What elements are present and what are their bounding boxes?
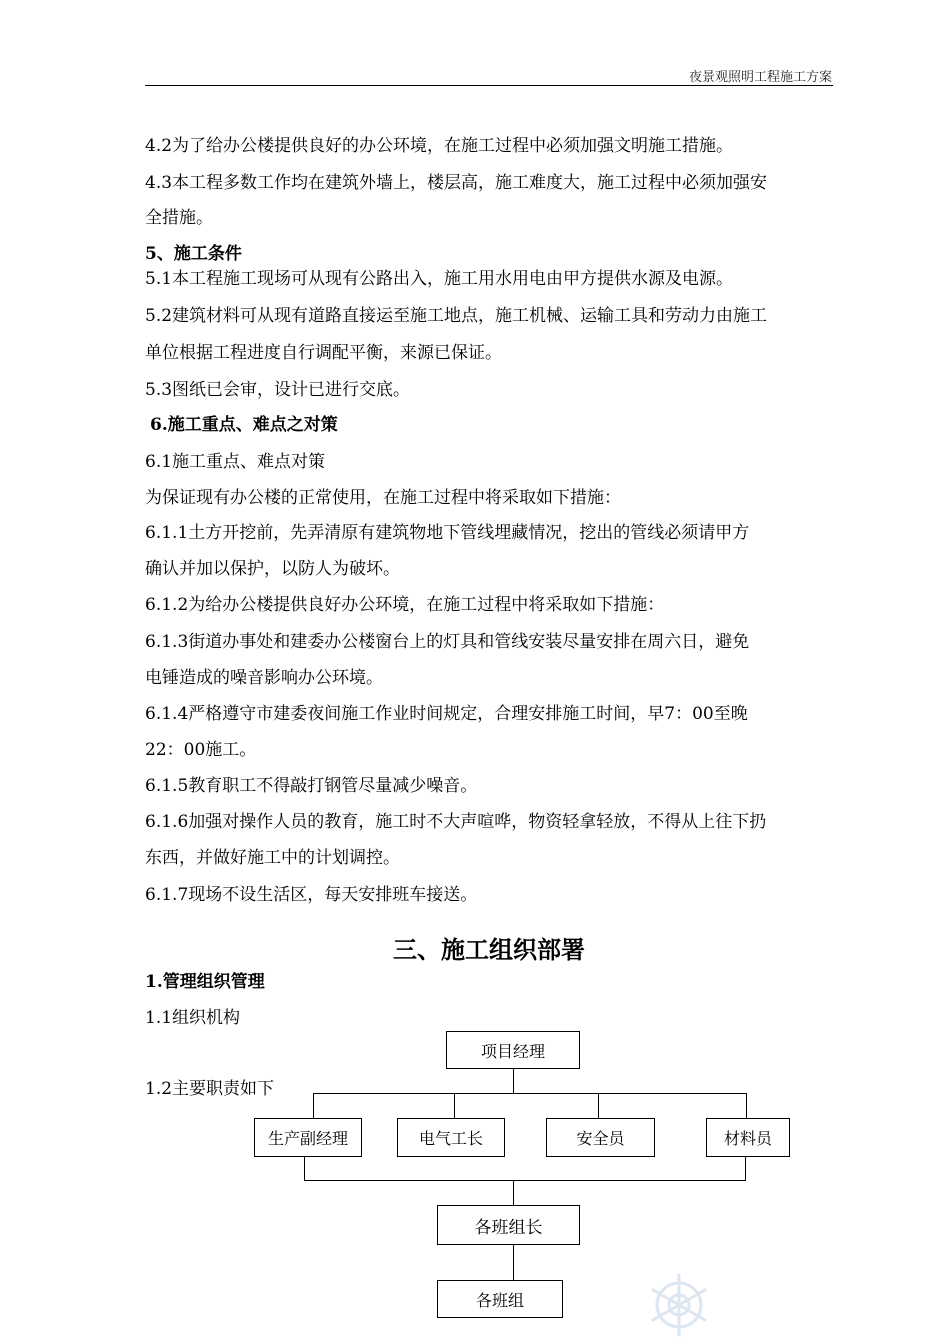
section-heading: 5、施工条件 <box>145 244 242 264</box>
org-connector <box>313 1093 747 1094</box>
body-line: 4.2为了给办公楼提供良好的办公环境，在施工过程中必须加强文明施工措施。 <box>145 136 734 156</box>
body-line: 6.1.4严格遵守市建委夜间施工作业时间规定，合理安排施工时间，早7：00至晚 <box>145 704 748 724</box>
subsection-item: 1.1组织机构 <box>145 1008 241 1028</box>
org-connector <box>454 1093 455 1118</box>
body-line: 6.1施工重点、难点对策 <box>145 452 326 472</box>
page-header-title: 夜景观照明工程施工方案 <box>688 70 832 85</box>
snowflake-watermark-icon <box>644 1270 714 1340</box>
org-connector <box>313 1093 314 1118</box>
body-line: 单位根据工程进度自行调配平衡，来源已保证。 <box>145 343 502 363</box>
org-connector <box>304 1180 746 1181</box>
section-title: 三、施工组织部署 <box>393 935 585 964</box>
body-line: 为保证现有办公楼的正常使用，在施工过程中将采取如下措施： <box>145 488 621 508</box>
body-line: 6.1.2为给办公楼提供良好办公环境，在施工过程中将采取如下措施： <box>145 595 665 615</box>
org-box-team-leaders: 各班组长 <box>437 1205 580 1245</box>
org-box-safety-officer: 安全员 <box>546 1118 655 1157</box>
org-box-production-deputy: 生产副经理 <box>254 1118 362 1157</box>
body-line: 6.1.7现场不设生活区，每天安排班车接送。 <box>145 885 478 905</box>
org-connector <box>513 1180 514 1206</box>
org-connector <box>746 1093 747 1118</box>
body-line: 5.2建筑材料可从现有道路直接运至施工地点，施工机械、运输工具和劳动力由施工 <box>145 306 768 326</box>
body-line: 6.1.5教育职工不得敲打钢管尽量减少噪音。 <box>145 776 478 796</box>
org-box-project-manager: 项目经理 <box>446 1031 580 1069</box>
body-line: 电锤造成的噪音影响办公环境。 <box>145 668 383 688</box>
org-box-materials-clerk: 材料员 <box>706 1118 790 1157</box>
org-connector <box>513 1068 514 1094</box>
body-line: 全措施。 <box>145 208 213 228</box>
body-line: 确认并加以保护，以防人为破坏。 <box>145 559 400 579</box>
body-line: 22：00施工。 <box>145 740 257 760</box>
header-rule <box>145 85 833 86</box>
org-connector <box>598 1093 599 1118</box>
body-line: 6.1.1土方开挖前，先弄清原有建筑物地下管线埋藏情况，挖出的管线必须请甲方 <box>145 523 750 543</box>
body-line: 6.1.3街道办事处和建委办公楼窗台上的灯具和管线安装尽量安排在周六日，避免 <box>145 632 750 652</box>
body-line: 5.3图纸已会审，设计已进行交底。 <box>145 380 411 400</box>
org-box-electrical-foreman: 电气工长 <box>397 1118 505 1157</box>
body-line: 6.1.6加强对操作人员的教育，施工时不大声喧哗，物资轻拿轻放，不得从上往下扔 <box>145 812 767 832</box>
subsection-item: 1.2主要职责如下 <box>145 1079 275 1099</box>
org-connector <box>304 1156 305 1181</box>
body-line: 5.1本工程施工现场可从现有公路出入，施工用水用电由甲方提供水源及电源。 <box>145 269 734 289</box>
org-connector <box>745 1156 746 1181</box>
org-box-teams: 各班组 <box>437 1280 563 1318</box>
org-connector <box>513 1244 514 1281</box>
section-heading: 6.施工重点、难点之对策 <box>150 415 338 435</box>
body-line: 东西，并做好施工中的计划调控。 <box>145 848 400 868</box>
subsection-heading: 1.管理组织管理 <box>145 972 265 992</box>
body-line: 4.3本工程多数工作均在建筑外墙上，楼层高，施工难度大，施工过程中必须加强安 <box>145 173 768 193</box>
